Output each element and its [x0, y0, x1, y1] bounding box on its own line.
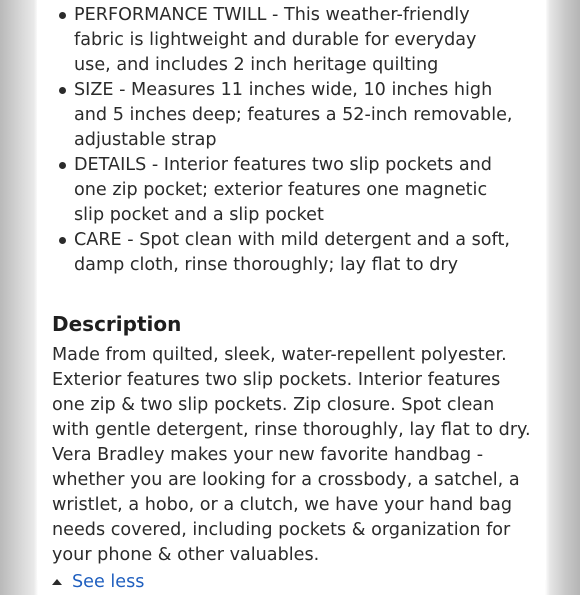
feature-list	[38, 3, 518, 278]
feature-item-performance-twill	[38, 3, 518, 78]
feature-text: CARE - Spot clean with mild detergent and a soft, damp cloth, rinse thoroughly; lay flat to dry	[74, 230, 510, 275]
feature-item-care	[38, 228, 518, 278]
see-less-link[interactable]	[52, 570, 144, 595]
feature-text: SIZE - Measures 11 inches wide, 10 inches high and 5 inches deep; features a 52-inch removable, adjustable strap	[74, 80, 513, 150]
bullet-icon	[59, 87, 66, 94]
feature-text: DETAILS - Interior features two slip pockets and one zip pocket; exterior features one magnetic slip pocket and a slip pocket	[74, 155, 492, 225]
description-body: Made from quilted, sleek, water-repellent polyester. Exterior features two slip pockets. Interior features one zip & two slip pockets. Zip closure. Spot clean with gentle detergent, rinse thoroughly, lay flat to dry. Vera Bradley makes your new favorite handbag - whether you are looking for a crossbody, a satchel, a wristlet, a hobo, or a clutch, we have your hand bag needs covered, including pockets & organization for your phone & other valuables.	[52, 345, 531, 565]
see-less-label: See less	[72, 572, 145, 592]
bullet-icon	[59, 162, 66, 169]
bullet-icon	[59, 237, 66, 244]
description-heading: Description	[52, 312, 182, 336]
bullet-icon	[59, 12, 66, 19]
feature-item-size	[38, 78, 518, 153]
feature-item-details	[38, 153, 518, 228]
feature-text: PERFORMANCE TWILL - This weather-friendly fabric is lightweight and durable for everyday use, and includes 2 inch heritage quilting	[74, 5, 477, 75]
